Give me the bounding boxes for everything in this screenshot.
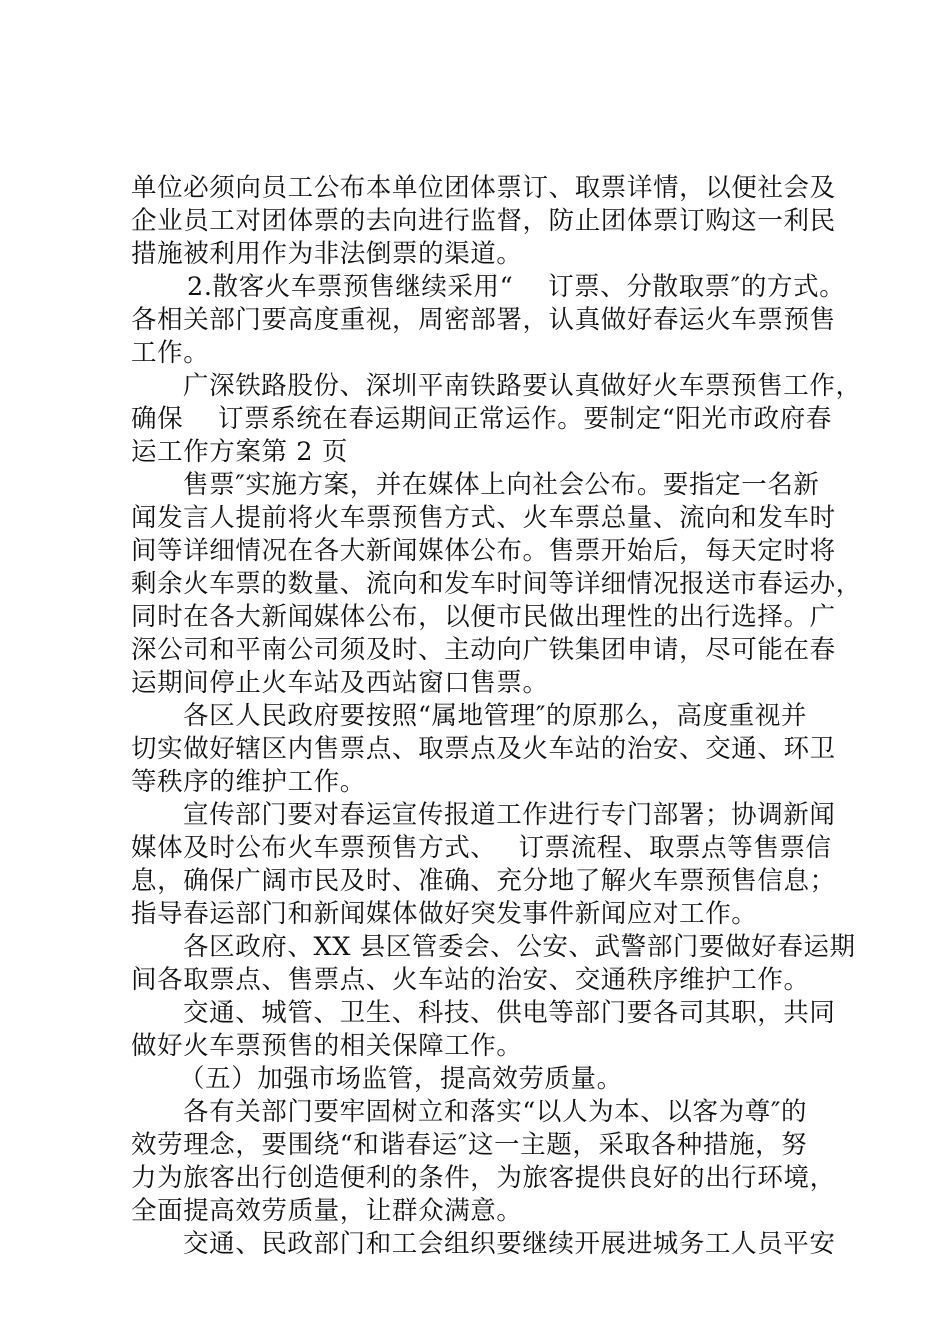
text-line: 措施被利用作为非法倒票的渠道。 [131,239,523,269]
text-line: 交通、城管、卫生、科技、供电等部门要各司其职，共同 [183,998,836,1028]
text-line: 剩余火车票的数量、流向和发车时间等详细情况报送市春运办， [131,569,862,599]
text-line: 运期间停止火车站及西站窗口售票。 [131,668,549,698]
text-line: 做好火车票预售的相关保障工作。 [131,1031,523,1061]
text-line: 等秩序的维护工作。 [131,767,366,797]
document-body [131,172,862,1261]
text-line: 单位必须向员工公布本单位团体票订、取票详情，以便社会及 [131,173,836,203]
text-line: 指导春运部门和新闻媒体做好突发事件新闻应对工作。 [131,899,758,929]
text-line: 力为旅客出行创造便利的条件，为旅客提供良好的出行环境， [131,1163,836,1193]
text-line: 同时在各大新闻媒体公布，以便市民做出理性的出行选择。广 [131,602,836,632]
text-line: 各区人民政府要按照“属地管理″的原那么，高度重视并 [183,701,808,731]
text-line: 确保 订票系统在春运期间正常运作。要制定“阳光市政府春 [131,404,832,434]
text-line: 息，确保广阔市民及时、准确、充分地了解火车票预售信息； [131,866,836,896]
text-line: 2.散客火车票预售继续采用“ 订票、分散取票″的方式。 [187,272,846,302]
text-line: 售票″实施方案，并在媒体上向社会公布。要指定一名新 [183,470,820,500]
text-line: 全面提高效劳质量，让群众满意。 [131,1196,523,1226]
text-line: 企业员工对团体票的去向进行监督，防止团体票订购这一利民 [131,206,836,236]
text-line: 各相关部门要高度重视，周密部署，认真做好春运火车票预售 [131,305,836,335]
text-line: 工作。 [131,338,210,368]
text-line: 闻发言人提前将火车票预售方式、火车票总量、流向和发车时 [131,503,836,533]
text-line: 切实做好辖区内售票点、取票点及火车站的治安、交通、环卫 [131,734,836,764]
text-line: （五）加强市场监管，提高效劳质量。 [179,1064,623,1094]
text-line: 广深铁路股份、深圳平南铁路要认真做好火车票预售工作， [183,371,862,401]
text-line: 各区政府、XX 县区管委会、公安、武警部门要做好春运期 [183,932,856,962]
text-line: 媒体及时公布火车票预售方式、 订票流程、取票点等售票信 [131,833,832,863]
text-line: 运工作方案第 2 页 [131,437,348,467]
text-line: 深公司和平南公司须及时、主动向广铁集团申请，尽可能在春 [131,635,836,665]
text-line: 交通、民政部门和工会组织要继续开展进城务工人员平安 [183,1229,836,1259]
text-line: 宣传部门要对春运宣传报道工作进行专门部署；协调新闻 [183,800,836,830]
text-line: 各有关部门要牢固树立和落实“以人为本、以客为尊″的 [183,1097,808,1127]
text-line: 间各取票点、售票点、火车站的治安、交通秩序维护工作。 [131,965,810,995]
text-line: 效劳理念，要围绕“和谐春运″这一主题，采取各种措施，努 [131,1130,808,1160]
text-line: 间等详细情况在各大新闻媒体公布。售票开始后，每天定时将 [131,536,836,566]
